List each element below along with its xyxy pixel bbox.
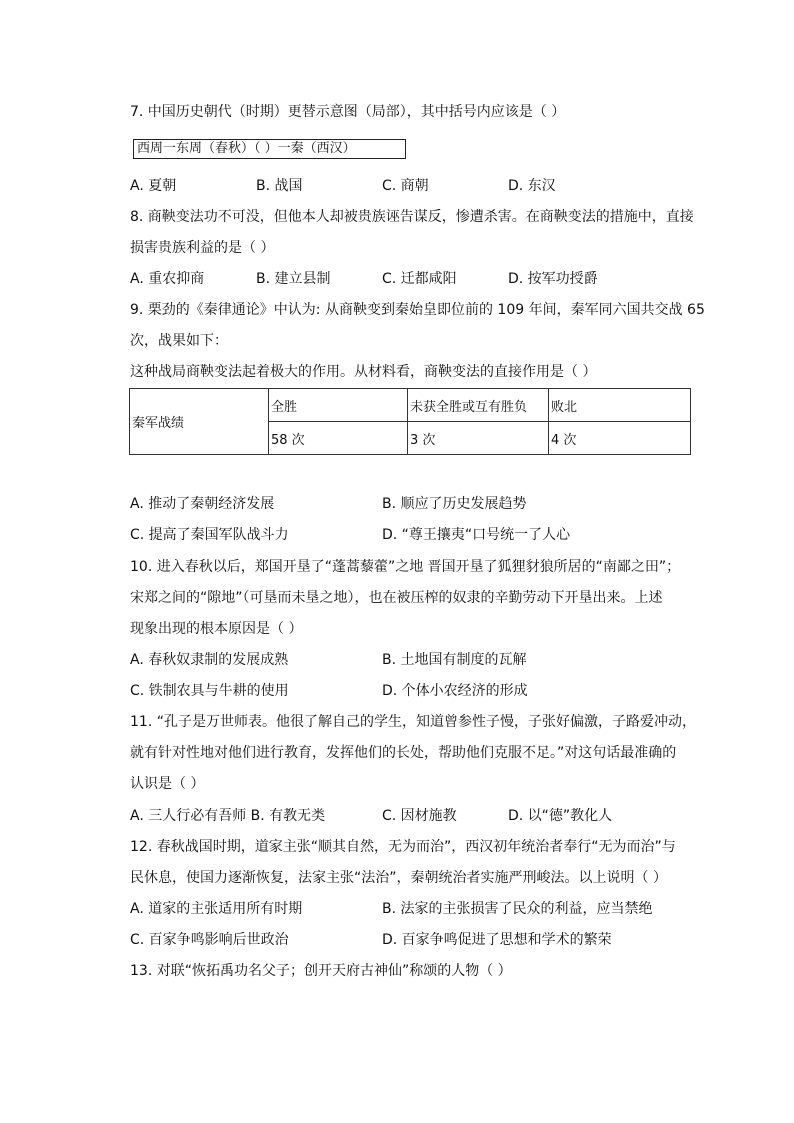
- q10-stem-line2: 宋郑之间的“隙地”（可垦而未垦之地），也在被压榨的奴隶的辛勤劳动下开垦出来。上述: [130, 590, 663, 606]
- q12-option-a: A. 道家的主张适用所有时期: [130, 901, 303, 917]
- q9-stem-line2: 次，战果如下：: [130, 333, 228, 349]
- q11-stem-line1: 11. “孔子是万世师表。他很了解自己的学生，知道曾参性子慢，子张好偏激，子路爱冲动，: [130, 714, 696, 730]
- q11-option-ab: A. 三人行必有吾师 B. 有教无类: [130, 808, 326, 824]
- q10-option-c: C. 铁制农具与牛耕的使用: [130, 683, 289, 699]
- q7-timeline-box: 西周一东周（春秋）（ ）一秦（西汉）: [133, 139, 406, 159]
- q8-option-c: C. 迁都咸阳: [382, 271, 457, 287]
- q13-stem: 13. 对联“恢拓禹功名父子；创开天府古神仙”称颂的人物（ ）: [130, 963, 512, 979]
- q8-stem-line2: 损害贵族利益的是（ ）: [130, 240, 275, 256]
- q9-results-table: [129, 388, 691, 455]
- q10-option-b: B. 土地国有制度的瓦解: [382, 652, 527, 668]
- q7-stem: 7. 中国历史朝代（时期）更替示意图（局部），其中括号内应该是（ ）: [130, 104, 566, 120]
- q9-stem-line1: 9. 栗劲的《秦律通论》中认为: 从商鞅变到秦始皇即位前的 109 年间，秦军同六国共交战 65: [130, 302, 705, 318]
- q8-stem-line1: 8. 商鞅变法功不可没，但他本人却被贵族诬告谋反，惨遭杀害。在商鞅变法的措施中，直接: [130, 209, 694, 225]
- q11-option-c: C. 因材施教: [382, 808, 457, 824]
- q12-stem-line2: 民休息，使国力逐渐恢复，法家主张“法治”，秦朝统治者实施严刑峻法。以上说明（ ）: [130, 870, 667, 886]
- q10-option-d: D. 个体小农经济的形成: [382, 683, 528, 699]
- q12-option-b: B. 法家的主张损害了民众的利益，应当禁绝: [382, 901, 653, 917]
- q9-stem-line3: 这种战局商鞅变法起着极大的作用。从材料看，商鞅变法的直接作用是（ ）: [130, 364, 597, 380]
- q9-option-c: C. 提高了秦国军队战斗力: [130, 527, 289, 543]
- q12-option-c: C. 百家争鸣影响后世政治: [130, 932, 289, 948]
- q7-option-b: B. 战国: [256, 178, 303, 194]
- q9-table-value-mixed: 3 次: [408, 422, 549, 455]
- q8-option-d: D. 按军功授爵: [508, 271, 598, 287]
- q8-option-b: B. 建立县制: [256, 271, 331, 287]
- q10-stem-line3: 现象出现的根本原因是（ ）: [130, 621, 303, 637]
- q9-table-header-loss: 败北: [549, 389, 691, 422]
- q7-option-a: A. 夏朝: [130, 178, 177, 194]
- q9-option-a: A. 推动了秦朝经济发展: [130, 496, 275, 512]
- q11-stem-line3: 认识是（ ）: [130, 776, 205, 792]
- q9-table-row-header: 秦军战绩: [130, 389, 269, 455]
- q12-stem-line1: 12. 春秋战国时期，道家主张“顺其自然，无为而治”，西汉初年统治者奉行“无为而治”与: [130, 839, 676, 855]
- q9-table-value-loss: 4 次: [549, 422, 691, 455]
- q9-table-value-win: 58 次: [269, 422, 408, 455]
- q9-table-header-win: 全胜: [269, 389, 408, 422]
- q12-option-d: D. 百家争鸣促进了思想和学术的繁荣: [382, 932, 612, 948]
- q9-table-header-mixed: 未获全胜或互有胜负: [408, 389, 549, 422]
- q9-option-d: D. “尊王攘夷“口号统一了人心: [382, 527, 571, 543]
- q7-option-c: C. 商朝: [382, 178, 429, 194]
- q10-option-a: A. 春秋奴隶制的发展成熟: [130, 652, 289, 668]
- q8-option-a: A. 重农抑商: [130, 271, 205, 287]
- q11-option-d: D. 以“德”教化人: [508, 808, 613, 824]
- q7-option-d: D. 东汉: [508, 178, 556, 194]
- q10-stem-line1: 10. 进入春秋以后，郑国开垦了“蓬蒿藜藿”之地 晋国开垦了狐狸豺狼所居的“南鄙之田”；: [130, 559, 681, 575]
- q9-option-b: B. 顺应了历史发展趋势: [382, 496, 527, 512]
- q11-stem-line2: 就有针对性地对他们进行教育，发挥他们的长处，帮助他们克服不足。”对这句话最准确的: [130, 745, 677, 761]
